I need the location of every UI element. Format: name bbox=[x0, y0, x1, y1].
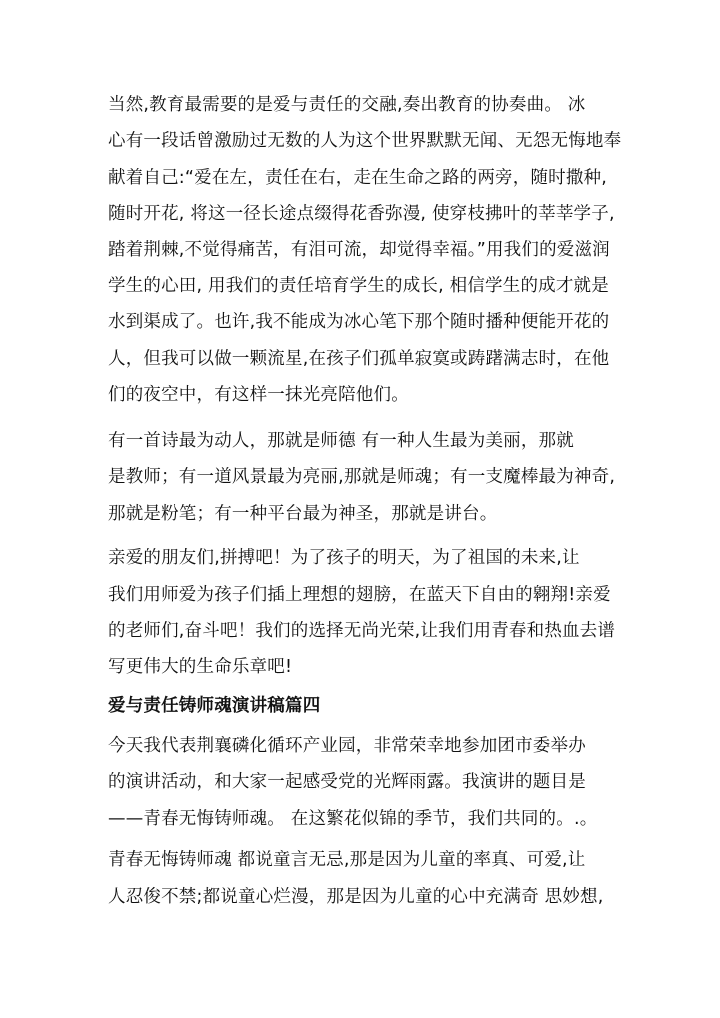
section-heading: 爱与责任铸师魂演讲稿篇四 bbox=[108, 696, 321, 716]
text-line: 我们用师爱为孩子们插上理想的翅膀，在蓝天下自由的翱翔!亲爱 bbox=[108, 585, 611, 605]
text-line: 有一首诗最为动人，那就是师德 有一种人生最为美丽，那就 bbox=[108, 431, 574, 451]
text-line: 的老师们,奋斗吧！我们的选择无尚光荣,让我们用青春和热血去谱 bbox=[108, 621, 616, 641]
text-line: 心有一段话曾激励过无数的人为这个世界默默无闻、无怨无悔地奉 bbox=[108, 131, 622, 151]
text-line: 们的夜空中，有这样一抹光亮陪他们。 bbox=[108, 385, 409, 405]
text-line: 献着自己:“爱在左，责任在右，走在生命之路的两旁，随时撒种, bbox=[108, 168, 608, 188]
text-line: 的演讲活动，和大家一起感受党的光辉雨露。我演讲的题目是 bbox=[108, 772, 586, 792]
text-line: 当然,教育最需要的是爱与责任的交融,奏出教育的协奏曲。 冰 bbox=[108, 95, 586, 115]
text-line: 那就是粉笔；有一种平台最为神圣，那就是讲台。 bbox=[108, 504, 498, 524]
text-line: 人忍俊不禁;都说童心烂漫，那是因为儿童的心中充满奇 思妙想, bbox=[108, 887, 604, 907]
text-line: 踏着荆棘,不觉得痛苦，有泪可流，却觉得幸福。”用我们的爱滋润 bbox=[108, 240, 610, 260]
text-line: 学生的心田, 用我们的责任培育学生的成长, 相信学生的成才就是 bbox=[108, 276, 609, 296]
text-line: 青春无悔铸师魂 都说童言无忌,那是因为儿童的率真、可爱,让 bbox=[108, 850, 586, 870]
text-line: 是教师；有一道风景最为亮丽,那就是师魂；有一支魔棒最为神奇, bbox=[108, 467, 616, 487]
text-line: ——青春无悔铸师魂。 在这繁花似锦的季节，我们共同的。.。 bbox=[108, 809, 598, 829]
text-line: 随时开花, 将这一径长途点缀得花香弥漫, 使穿枝拂叶的莘莘学子, bbox=[108, 204, 615, 224]
text-line: 今天我代表荆襄磷化循环产业园，非常荣幸地参加团市委举办 bbox=[108, 736, 586, 756]
text-line: 亲爱的朋友们,拼搏吧！为了孩子的明天，为了祖国的未来,让 bbox=[108, 548, 580, 568]
text-line: 水到渠成了。也许,我不能成为冰心笔下那个随时播种便能开花的 bbox=[108, 312, 610, 332]
text-line: 写更伟大的生命乐章吧! bbox=[108, 657, 293, 677]
text-line: 人，但我可以做一颗流星,在孩子们孤单寂寞或踌躇满志时，在他 bbox=[108, 349, 610, 369]
